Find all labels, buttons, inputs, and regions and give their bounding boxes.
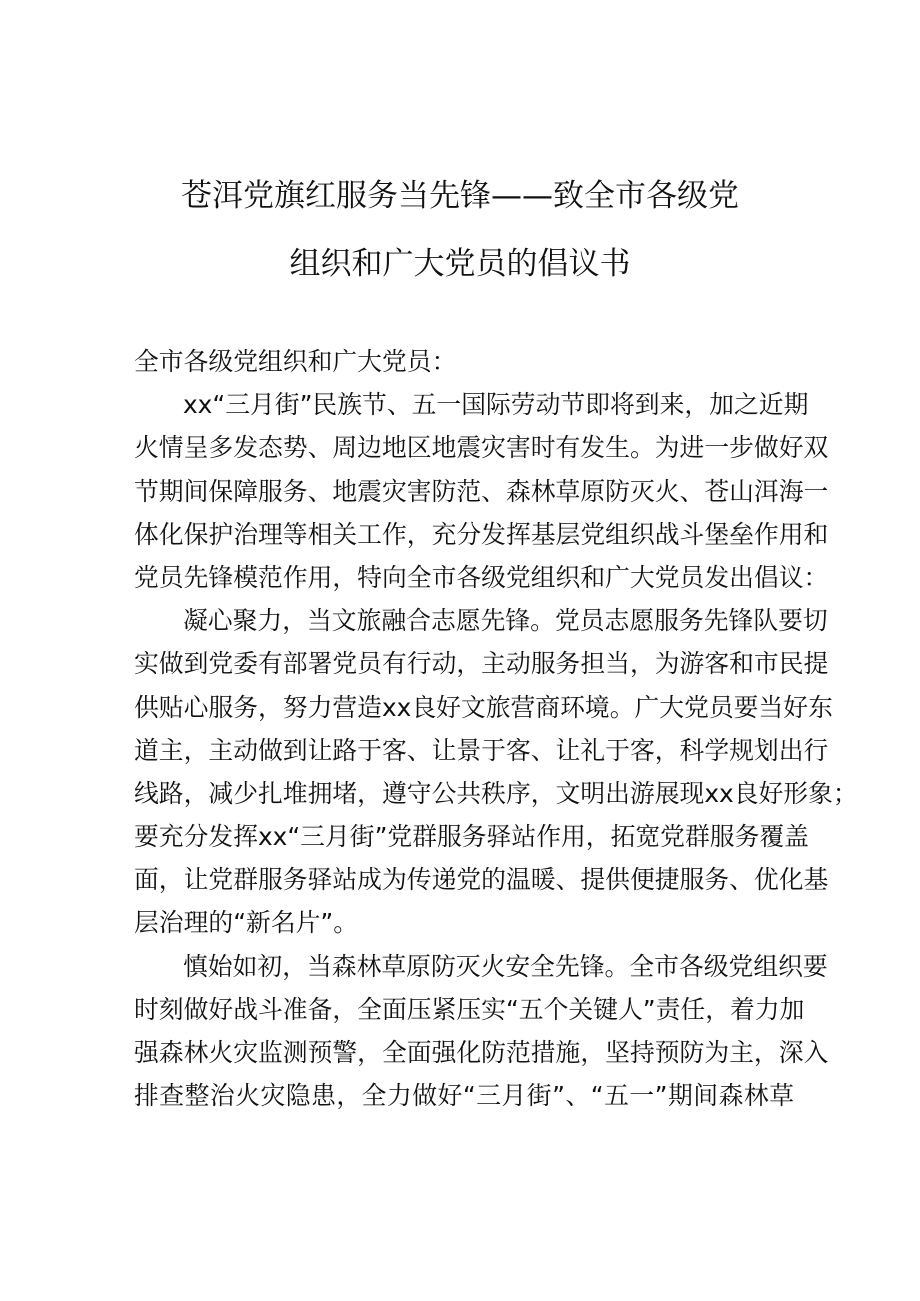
paragraph-1-line-3: 节期间保障服务、地震灾害防范、森林草原防灭火、苍山洱海一 — [134, 476, 829, 506]
paragraph-1-line-1: xx“三月街”民族节、五一国际劳动节即将到来，加之近期 — [183, 390, 809, 420]
paragraph-2-line-5: 线路，减少扎堆拥堵，遵守公共秩序，文明出游展现xx良好形象； — [134, 778, 858, 808]
paragraph-2-line-1: 凝心聚力，当文旅融合志愿先锋。党员志愿服务先锋队要切 — [183, 606, 828, 636]
paragraph-2-line-7: 面，让党群服务驿站成为传递党的温暖、提供便捷服务、优化基 — [134, 865, 829, 895]
paragraph-2-line-2: 实做到党委有部署党员有行动，主动服务担当，为游客和市民提 — [134, 649, 829, 679]
document-title-line-1: 苍洱党旗红服务当先锋——致全市各级党 — [181, 178, 739, 214]
document-title-line-2: 组织和广大党员的倡议书 — [289, 246, 631, 282]
paragraph-3-line-1: 慎始如初，当森林草原防灭火安全先锋。全市各级党组织要 — [183, 951, 828, 981]
salutation: 全市各级党组织和广大党员： — [134, 347, 457, 376]
paragraph-3-line-2: 时刻做好战斗准备，全面压紧压实“五个关键人”责任，着力加 — [134, 994, 805, 1024]
document-body — [134, 340, 858, 1117]
paragraph-1-line-2: 火情呈多发态势、周边地区地震灾害时有发生。为进一步做好双 — [134, 433, 829, 463]
paragraph-3-line-4: 排查整治火灾隐患，全力做好“三月街”、“五一”期间森林草 — [134, 1081, 794, 1111]
paragraph-2-line-3: 供贴心服务，努力营造xx良好文旅营商环境。广大党员要当好东 — [134, 692, 833, 722]
paragraph-2-line-8: 层治理的“新名片”。 — [134, 908, 359, 938]
paragraph-1-line-4: 体化保护治理等相关工作，充分发挥基层党组织战斗堡垒作用和 — [134, 519, 829, 549]
paragraph-1-line-5: 党员先锋模范作用，特向全市各级党组织和广大党员发出倡议： — [134, 562, 829, 592]
paragraph-2-line-4: 道主，主动做到让路于客、让景于客、让礼于客，科学规划出行 — [134, 735, 829, 765]
paragraph-3-line-3: 强森林火灾监测预警，全面强化防范措施，坚持预防为主，深入 — [134, 1038, 829, 1067]
paragraph-2-line-6: 要充分发挥xx“三月街”党群服务驿站作用，拓宽党群服务覆盖 — [134, 822, 809, 852]
